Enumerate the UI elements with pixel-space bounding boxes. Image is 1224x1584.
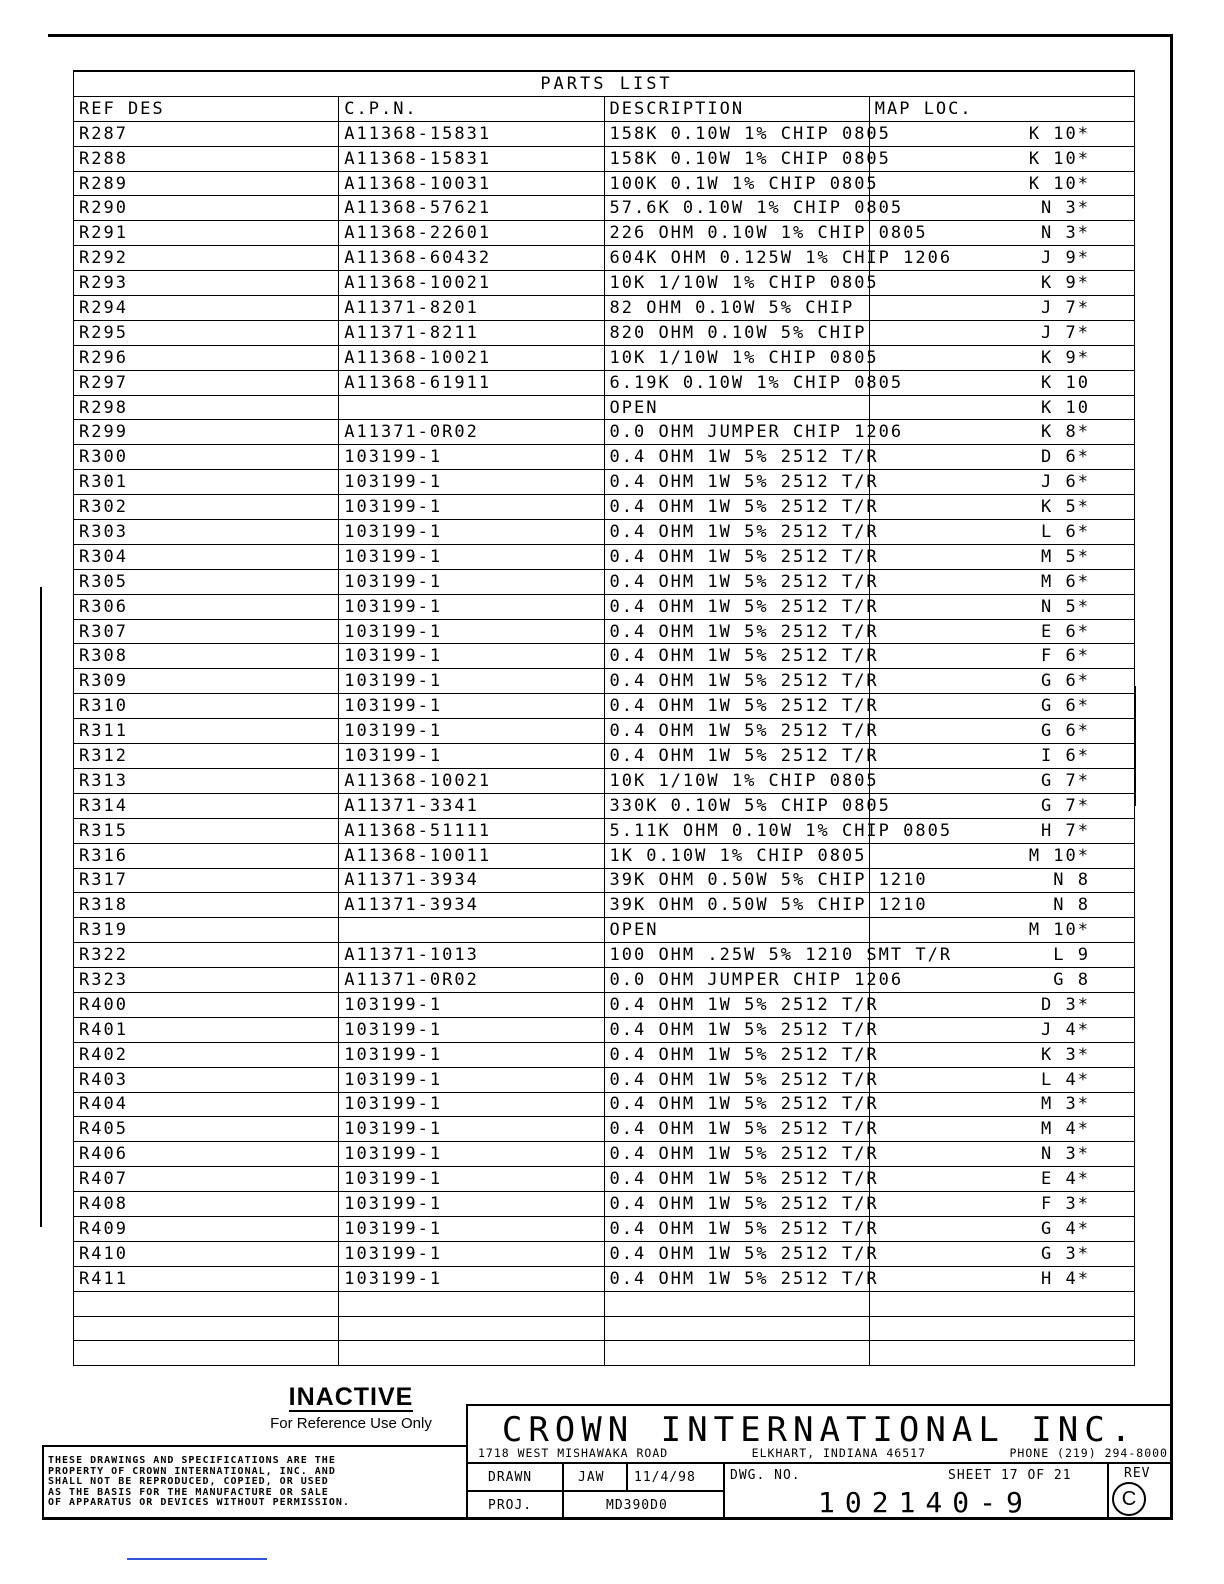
table-row xyxy=(74,1142,1135,1167)
cell-cpn: 103199-1 xyxy=(339,744,604,769)
cell-ref-des: R310 xyxy=(74,694,339,719)
cell-map-loc: K 10 xyxy=(869,395,1134,420)
cell-ref-des: R401 xyxy=(74,1017,339,1042)
cell-cpn xyxy=(339,1291,604,1316)
table-row xyxy=(74,893,1135,918)
table-row xyxy=(74,992,1135,1017)
title-block-vline xyxy=(562,1462,564,1518)
cell-ref-des: R292 xyxy=(74,246,339,271)
street-address: 1718 WEST MISHAWAKA ROAD xyxy=(478,1446,669,1460)
table-row xyxy=(74,320,1135,345)
cell-map-loc: K 10 xyxy=(869,370,1134,395)
cell-ref-des: R308 xyxy=(74,644,339,669)
table-row xyxy=(74,1291,1135,1316)
cell-map-loc: M 4* xyxy=(869,1117,1134,1142)
table-row xyxy=(74,1042,1135,1067)
cell-map-loc: K 9* xyxy=(869,271,1134,296)
cell-description: 0.4 OHM 1W 5% 2512 T/R xyxy=(604,1192,869,1217)
cell-map-loc: K 10* xyxy=(869,121,1134,146)
cell-ref-des xyxy=(74,1291,339,1316)
cell-cpn: 103199-1 xyxy=(339,1092,604,1117)
table-row xyxy=(74,146,1135,171)
cell-map-loc: L 4* xyxy=(869,1067,1134,1092)
cell-ref-des: R405 xyxy=(74,1117,339,1142)
cell-ref-des: R294 xyxy=(74,296,339,321)
cell-map-loc: J 7* xyxy=(869,296,1134,321)
cell-description: 158K 0.10W 1% CHIP 0805 xyxy=(604,121,869,146)
table-row xyxy=(74,1341,1135,1366)
notice-line: OF APPARATUS OR DEVICES WITHOUT PERMISSION. xyxy=(48,1497,350,1508)
frame-top-border xyxy=(48,34,1173,37)
cell-ref-des: R297 xyxy=(74,370,339,395)
table-row xyxy=(74,420,1135,445)
cell-cpn: A11368-60432 xyxy=(339,246,604,271)
cell-description: 10K 1/10W 1% CHIP 0805 xyxy=(604,345,869,370)
cell-cpn: 103199-1 xyxy=(339,569,604,594)
cell-description: 0.4 OHM 1W 5% 2512 T/R xyxy=(604,1142,869,1167)
cell-map-loc: K 3* xyxy=(869,1042,1134,1067)
cell-description: 0.4 OHM 1W 5% 2512 T/R xyxy=(604,594,869,619)
cell-map-loc: K 10* xyxy=(869,171,1134,196)
cell-ref-des: R289 xyxy=(74,171,339,196)
cell-description: 0.4 OHM 1W 5% 2512 T/R xyxy=(604,544,869,569)
cell-cpn xyxy=(339,918,604,943)
cell-map-loc: K 5* xyxy=(869,495,1134,520)
cell-map-loc: G 7* xyxy=(869,793,1134,818)
cell-description: 604K OHM 0.125W 1% CHIP 1206 xyxy=(604,246,869,271)
cell-ref-des: R316 xyxy=(74,843,339,868)
cell-description: 0.4 OHM 1W 5% 2512 T/R xyxy=(604,1117,869,1142)
title-block-vline xyxy=(626,1462,628,1490)
title-block-vline xyxy=(723,1462,725,1518)
drawing-number: 102140-9 xyxy=(818,1486,1033,1519)
header-description: DESCRIPTION xyxy=(604,96,869,121)
cell-description: 1K 0.10W 1% CHIP 0805 xyxy=(604,843,869,868)
notice-line: SHALL NOT BE REPRODUCED, COPIED, OR USED xyxy=(48,1476,329,1487)
cell-ref-des: R411 xyxy=(74,1266,339,1291)
cell-cpn: A11368-15831 xyxy=(339,146,604,171)
table-row xyxy=(74,619,1135,644)
table-row xyxy=(74,968,1135,993)
table-row xyxy=(74,768,1135,793)
cell-description: 0.4 OHM 1W 5% 2512 T/R xyxy=(604,1042,869,1067)
cell-description xyxy=(604,1291,869,1316)
cell-ref-des: R404 xyxy=(74,1092,339,1117)
drawn-by: JAW xyxy=(578,1470,605,1485)
table-row xyxy=(74,246,1135,271)
cell-cpn: A11371-0R02 xyxy=(339,968,604,993)
company-address xyxy=(478,1446,1168,1460)
cell-map-loc: N 3* xyxy=(869,196,1134,221)
cell-ref-des: R315 xyxy=(74,818,339,843)
cell-map-loc: G 7* xyxy=(869,768,1134,793)
cell-description: 100 OHM .25W 5% 1210 SMT T/R xyxy=(604,943,869,968)
cell-ref-des: R402 xyxy=(74,1042,339,1067)
cell-map-loc: H 4* xyxy=(869,1266,1134,1291)
cell-cpn: A11371-0R02 xyxy=(339,420,604,445)
table-row xyxy=(74,1067,1135,1092)
cell-description: 820 OHM 0.10W 5% CHIP xyxy=(604,320,869,345)
title-block xyxy=(466,1404,1171,1518)
cell-cpn: A11368-10031 xyxy=(339,171,604,196)
title-block-vline xyxy=(1107,1462,1109,1518)
cell-map-loc: E 6* xyxy=(869,619,1134,644)
cell-ref-des: R298 xyxy=(74,395,339,420)
cell-cpn: A11368-15831 xyxy=(339,121,604,146)
cell-description: 158K 0.10W 1% CHIP 0805 xyxy=(604,146,869,171)
cell-ref-des: R409 xyxy=(74,1216,339,1241)
table-row xyxy=(74,793,1135,818)
cell-map-loc: J 7* xyxy=(869,320,1134,345)
cell-ref-des: R400 xyxy=(74,992,339,1017)
cell-description xyxy=(604,1341,869,1366)
table-row xyxy=(74,171,1135,196)
cell-map-loc: G 8 xyxy=(869,968,1134,993)
cell-cpn: 103199-1 xyxy=(339,719,604,744)
table-row xyxy=(74,221,1135,246)
cell-ref-des: R403 xyxy=(74,1067,339,1092)
cell-description: 0.4 OHM 1W 5% 2512 T/R xyxy=(604,1067,869,1092)
cell-ref-des: R303 xyxy=(74,520,339,545)
cell-description: 0.4 OHM 1W 5% 2512 T/R xyxy=(604,445,869,470)
table-row xyxy=(74,719,1135,744)
cell-cpn: 103199-1 xyxy=(339,1216,604,1241)
cell-cpn: 103199-1 xyxy=(339,619,604,644)
cell-cpn: 103199-1 xyxy=(339,1067,604,1092)
cell-cpn: 103199-1 xyxy=(339,1117,604,1142)
cell-cpn: 103199-1 xyxy=(339,694,604,719)
table-row xyxy=(74,918,1135,943)
cell-map-loc: E 4* xyxy=(869,1167,1134,1192)
cell-description: 0.4 OHM 1W 5% 2512 T/R xyxy=(604,619,869,644)
city-address: ELKHART, INDIANA 46517 xyxy=(751,1446,926,1460)
cell-description: 5.11K OHM 0.10W 1% CHIP 0805 xyxy=(604,818,869,843)
cell-description: 0.0 OHM JUMPER CHIP 1206 xyxy=(604,420,869,445)
cell-ref-des: R319 xyxy=(74,918,339,943)
header-ref-des: REF DES xyxy=(74,96,339,121)
cell-map-loc: G 6* xyxy=(869,694,1134,719)
cell-description xyxy=(604,1316,869,1341)
company-name: CROWN INTERNATIONAL INC. xyxy=(501,1410,1138,1450)
cell-cpn: 103199-1 xyxy=(339,1042,604,1067)
table-row xyxy=(74,395,1135,420)
cell-map-loc: D 6* xyxy=(869,445,1134,470)
cell-description: OPEN xyxy=(604,918,869,943)
cell-ref-des: R295 xyxy=(74,320,339,345)
cell-cpn: A11368-10011 xyxy=(339,843,604,868)
cell-description: 100K 0.1W 1% CHIP 0805 xyxy=(604,171,869,196)
footer-link-underline xyxy=(127,1558,267,1560)
cell-cpn: A11371-3934 xyxy=(339,868,604,893)
project-code: MD390D0 xyxy=(606,1498,668,1513)
notice-divider xyxy=(42,1445,466,1447)
cell-ref-des: R311 xyxy=(74,719,339,744)
table-row xyxy=(74,1216,1135,1241)
cell-description: 0.4 OHM 1W 5% 2512 T/R xyxy=(604,1241,869,1266)
cell-cpn: 103199-1 xyxy=(339,1017,604,1042)
cell-cpn: A11371-8201 xyxy=(339,296,604,321)
cell-description: 6.19K 0.10W 1% CHIP 0805 xyxy=(604,370,869,395)
cell-ref-des: R302 xyxy=(74,495,339,520)
drawn-date: 11/4/98 xyxy=(634,1470,696,1485)
cell-ref-des: R323 xyxy=(74,968,339,993)
table-row xyxy=(74,544,1135,569)
cell-cpn: A11368-61911 xyxy=(339,370,604,395)
table-row xyxy=(74,744,1135,769)
cell-map-loc: N 5* xyxy=(869,594,1134,619)
cell-cpn: 103199-1 xyxy=(339,992,604,1017)
cell-map-loc: J 9* xyxy=(869,246,1134,271)
table-row xyxy=(74,470,1135,495)
cell-description: 10K 1/10W 1% CHIP 0805 xyxy=(604,768,869,793)
cell-cpn: 103199-1 xyxy=(339,1266,604,1291)
cell-map-loc: K 10* xyxy=(869,146,1134,171)
header-cpn: C.P.N. xyxy=(339,96,604,121)
cell-map-loc xyxy=(869,1316,1134,1341)
cell-description: 0.4 OHM 1W 5% 2512 T/R xyxy=(604,1017,869,1042)
table-row xyxy=(74,943,1135,968)
cell-description: 0.4 OHM 1W 5% 2512 T/R xyxy=(604,520,869,545)
cell-map-loc: F 3* xyxy=(869,1192,1134,1217)
table-row xyxy=(74,445,1135,470)
cell-ref-des: R288 xyxy=(74,146,339,171)
table-row xyxy=(74,594,1135,619)
scan-margin-mark xyxy=(40,587,42,1227)
cell-cpn: A11371-3341 xyxy=(339,793,604,818)
cell-cpn: 103199-1 xyxy=(339,669,604,694)
cell-description: 39K OHM 0.50W 5% CHIP 1210 xyxy=(604,893,869,918)
table-row xyxy=(74,1241,1135,1266)
notice-line: AS THE BASIS FOR THE MANUFACTURE OR SALE xyxy=(48,1486,329,1498)
frame-right-border xyxy=(1170,34,1173,1520)
cell-description: 226 OHM 0.10W 1% CHIP 0805 xyxy=(604,221,869,246)
cell-map-loc xyxy=(869,1341,1134,1366)
table-row xyxy=(74,1266,1135,1291)
cell-description: 0.4 OHM 1W 5% 2512 T/R xyxy=(604,694,869,719)
cell-description: OPEN xyxy=(604,395,869,420)
cell-ref-des xyxy=(74,1341,339,1366)
table-row xyxy=(74,345,1135,370)
cell-description: 57.6K 0.10W 1% CHIP 0805 xyxy=(604,196,869,221)
cell-map-loc: M 3* xyxy=(869,1092,1134,1117)
cell-map-loc: N 8 xyxy=(869,868,1134,893)
table-row xyxy=(74,196,1135,221)
revision-letter: C xyxy=(1112,1482,1146,1516)
cell-cpn: A11368-10021 xyxy=(339,271,604,296)
cell-ref-des: R291 xyxy=(74,221,339,246)
cell-map-loc: G 3* xyxy=(869,1241,1134,1266)
cell-cpn: A11368-10021 xyxy=(339,345,604,370)
cell-cpn: A11368-51111 xyxy=(339,818,604,843)
cell-map-loc: J 6* xyxy=(869,470,1134,495)
cell-cpn: A11368-57621 xyxy=(339,196,604,221)
cell-cpn xyxy=(339,1341,604,1366)
cell-map-loc: J 4* xyxy=(869,1017,1134,1042)
cell-ref-des: R406 xyxy=(74,1142,339,1167)
cell-cpn: A11368-22601 xyxy=(339,221,604,246)
cell-ref-des: R314 xyxy=(74,793,339,818)
cell-ref-des: R300 xyxy=(74,445,339,470)
table-row xyxy=(74,1117,1135,1142)
cell-ref-des: R410 xyxy=(74,1241,339,1266)
table-row xyxy=(74,495,1135,520)
rev-label: REV xyxy=(1124,1466,1151,1481)
cell-cpn: 103199-1 xyxy=(339,544,604,569)
cell-map-loc: I 6* xyxy=(869,744,1134,769)
cell-map-loc: F 6* xyxy=(869,644,1134,669)
cell-description: 0.4 OHM 1W 5% 2512 T/R xyxy=(604,644,869,669)
inactive-stamp xyxy=(265,1384,437,1432)
cell-ref-des: R408 xyxy=(74,1192,339,1217)
cell-cpn: 103199-1 xyxy=(339,644,604,669)
inactive-title: INACTIVE xyxy=(288,1383,414,1411)
header-map-loc: MAP LOC. xyxy=(869,96,1134,121)
cell-description: 39K OHM 0.50W 5% CHIP 1210 xyxy=(604,868,869,893)
cell-description: 0.0 OHM JUMPER CHIP 1206 xyxy=(604,968,869,993)
cell-description: 0.4 OHM 1W 5% 2512 T/R xyxy=(604,719,869,744)
cell-ref-des: R322 xyxy=(74,943,339,968)
cell-ref-des: R299 xyxy=(74,420,339,445)
cell-ref-des: R313 xyxy=(74,768,339,793)
notice-line: THESE DRAWINGS AND SPECIFICATIONS ARE THE xyxy=(48,1455,336,1466)
cell-cpn xyxy=(339,395,604,420)
parts-list-table xyxy=(73,70,1135,1366)
cell-description: 82 OHM 0.10W 5% CHIP xyxy=(604,296,869,321)
cell-description: 0.4 OHM 1W 5% 2512 T/R xyxy=(604,470,869,495)
sheet-number: SHEET 17 OF 21 xyxy=(948,1468,1072,1483)
cell-ref-des: R287 xyxy=(74,121,339,146)
cell-cpn: 103199-1 xyxy=(339,1167,604,1192)
table-row xyxy=(74,296,1135,321)
table-row xyxy=(74,370,1135,395)
table-row xyxy=(74,1192,1135,1217)
cell-ref-des: R307 xyxy=(74,619,339,644)
cell-description: 0.4 OHM 1W 5% 2512 T/R xyxy=(604,1092,869,1117)
dwg-no-label: DWG. NO. xyxy=(730,1468,801,1483)
cell-description: 0.4 OHM 1W 5% 2512 T/R xyxy=(604,1216,869,1241)
cell-cpn: 103199-1 xyxy=(339,1142,604,1167)
table-row xyxy=(74,569,1135,594)
phone-number: PHONE (219) 294-8000 xyxy=(1009,1446,1168,1460)
cell-map-loc: K 8* xyxy=(869,420,1134,445)
table-header-row xyxy=(74,96,1135,121)
cell-ref-des: R407 xyxy=(74,1167,339,1192)
cell-map-loc: G 4* xyxy=(869,1216,1134,1241)
proj-label: PROJ. xyxy=(488,1498,533,1513)
cell-map-loc: M 10* xyxy=(869,918,1134,943)
cell-map-loc: M 5* xyxy=(869,544,1134,569)
table-row xyxy=(74,644,1135,669)
cell-description: 0.4 OHM 1W 5% 2512 T/R xyxy=(604,669,869,694)
cell-cpn xyxy=(339,1316,604,1341)
table-row xyxy=(74,1017,1135,1042)
cell-cpn: 103199-1 xyxy=(339,1192,604,1217)
cell-map-loc: N 8 xyxy=(869,893,1134,918)
cell-ref-des: R304 xyxy=(74,544,339,569)
cell-cpn: 103199-1 xyxy=(339,470,604,495)
table-row xyxy=(74,843,1135,868)
cell-description: 0.4 OHM 1W 5% 2512 T/R xyxy=(604,569,869,594)
cell-ref-des: R306 xyxy=(74,594,339,619)
cell-description: 0.4 OHM 1W 5% 2512 T/R xyxy=(604,744,869,769)
drawn-label: DRAWN xyxy=(488,1470,533,1485)
cell-map-loc: L 9 xyxy=(869,943,1134,968)
cell-map-loc: H 7* xyxy=(869,818,1134,843)
cell-description: 330K 0.10W 5% CHIP 0805 xyxy=(604,793,869,818)
table-row xyxy=(74,694,1135,719)
cell-cpn: A11368-10021 xyxy=(339,768,604,793)
cell-cpn: A11371-3934 xyxy=(339,893,604,918)
inactive-subtitle: For Reference Use Only xyxy=(270,1415,432,1432)
table-row xyxy=(74,669,1135,694)
table-row xyxy=(74,1316,1135,1341)
cell-map-loc: N 3* xyxy=(869,221,1134,246)
table-title: PARTS LIST xyxy=(74,71,1135,96)
frame-left-border xyxy=(42,1445,44,1520)
cell-map-loc: K 9* xyxy=(869,345,1134,370)
table-row xyxy=(74,271,1135,296)
cell-description: 0.4 OHM 1W 5% 2512 T/R xyxy=(604,495,869,520)
cell-map-loc: N 3* xyxy=(869,1142,1134,1167)
cell-ref-des xyxy=(74,1316,339,1341)
table-row xyxy=(74,1092,1135,1117)
cell-cpn: 103199-1 xyxy=(339,495,604,520)
cell-map-loc: L 6* xyxy=(869,520,1134,545)
cell-ref-des: R290 xyxy=(74,196,339,221)
cell-map-loc: D 3* xyxy=(869,992,1134,1017)
title-block-divider xyxy=(468,1462,1171,1464)
cell-cpn: 103199-1 xyxy=(339,445,604,470)
cell-map-loc xyxy=(869,1291,1134,1316)
cell-map-loc: M 10* xyxy=(869,843,1134,868)
cell-ref-des: R317 xyxy=(74,868,339,893)
cell-ref-des: R301 xyxy=(74,470,339,495)
cell-cpn: 103199-1 xyxy=(339,520,604,545)
cell-ref-des: R318 xyxy=(74,893,339,918)
cell-cpn: A11371-8211 xyxy=(339,320,604,345)
title-block-divider xyxy=(468,1490,723,1492)
cell-cpn: A11371-1013 xyxy=(339,943,604,968)
cell-cpn: 103199-1 xyxy=(339,1241,604,1266)
table-row xyxy=(74,121,1135,146)
cell-ref-des: R293 xyxy=(74,271,339,296)
cell-ref-des: R305 xyxy=(74,569,339,594)
cell-description: 0.4 OHM 1W 5% 2512 T/R xyxy=(604,1167,869,1192)
table-title-row xyxy=(74,71,1135,96)
notice-line: PROPERTY OF CROWN INTERNATIONAL, INC. AND xyxy=(48,1465,336,1477)
table-row xyxy=(74,818,1135,843)
cell-ref-des: R312 xyxy=(74,744,339,769)
cell-cpn: 103199-1 xyxy=(339,594,604,619)
cell-description: 10K 1/10W 1% CHIP 0805 xyxy=(604,271,869,296)
table-row xyxy=(74,868,1135,893)
cell-map-loc: G 6* xyxy=(869,719,1134,744)
cell-ref-des: R309 xyxy=(74,669,339,694)
proprietary-notice xyxy=(48,1456,458,1509)
cell-map-loc: M 6* xyxy=(869,569,1134,594)
cell-map-loc: G 6* xyxy=(869,669,1134,694)
cell-ref-des: R296 xyxy=(74,345,339,370)
cell-description: 0.4 OHM 1W 5% 2512 T/R xyxy=(604,992,869,1017)
table-row xyxy=(74,520,1135,545)
table-row xyxy=(74,1167,1135,1192)
cell-description: 0.4 OHM 1W 5% 2512 T/R xyxy=(604,1266,869,1291)
